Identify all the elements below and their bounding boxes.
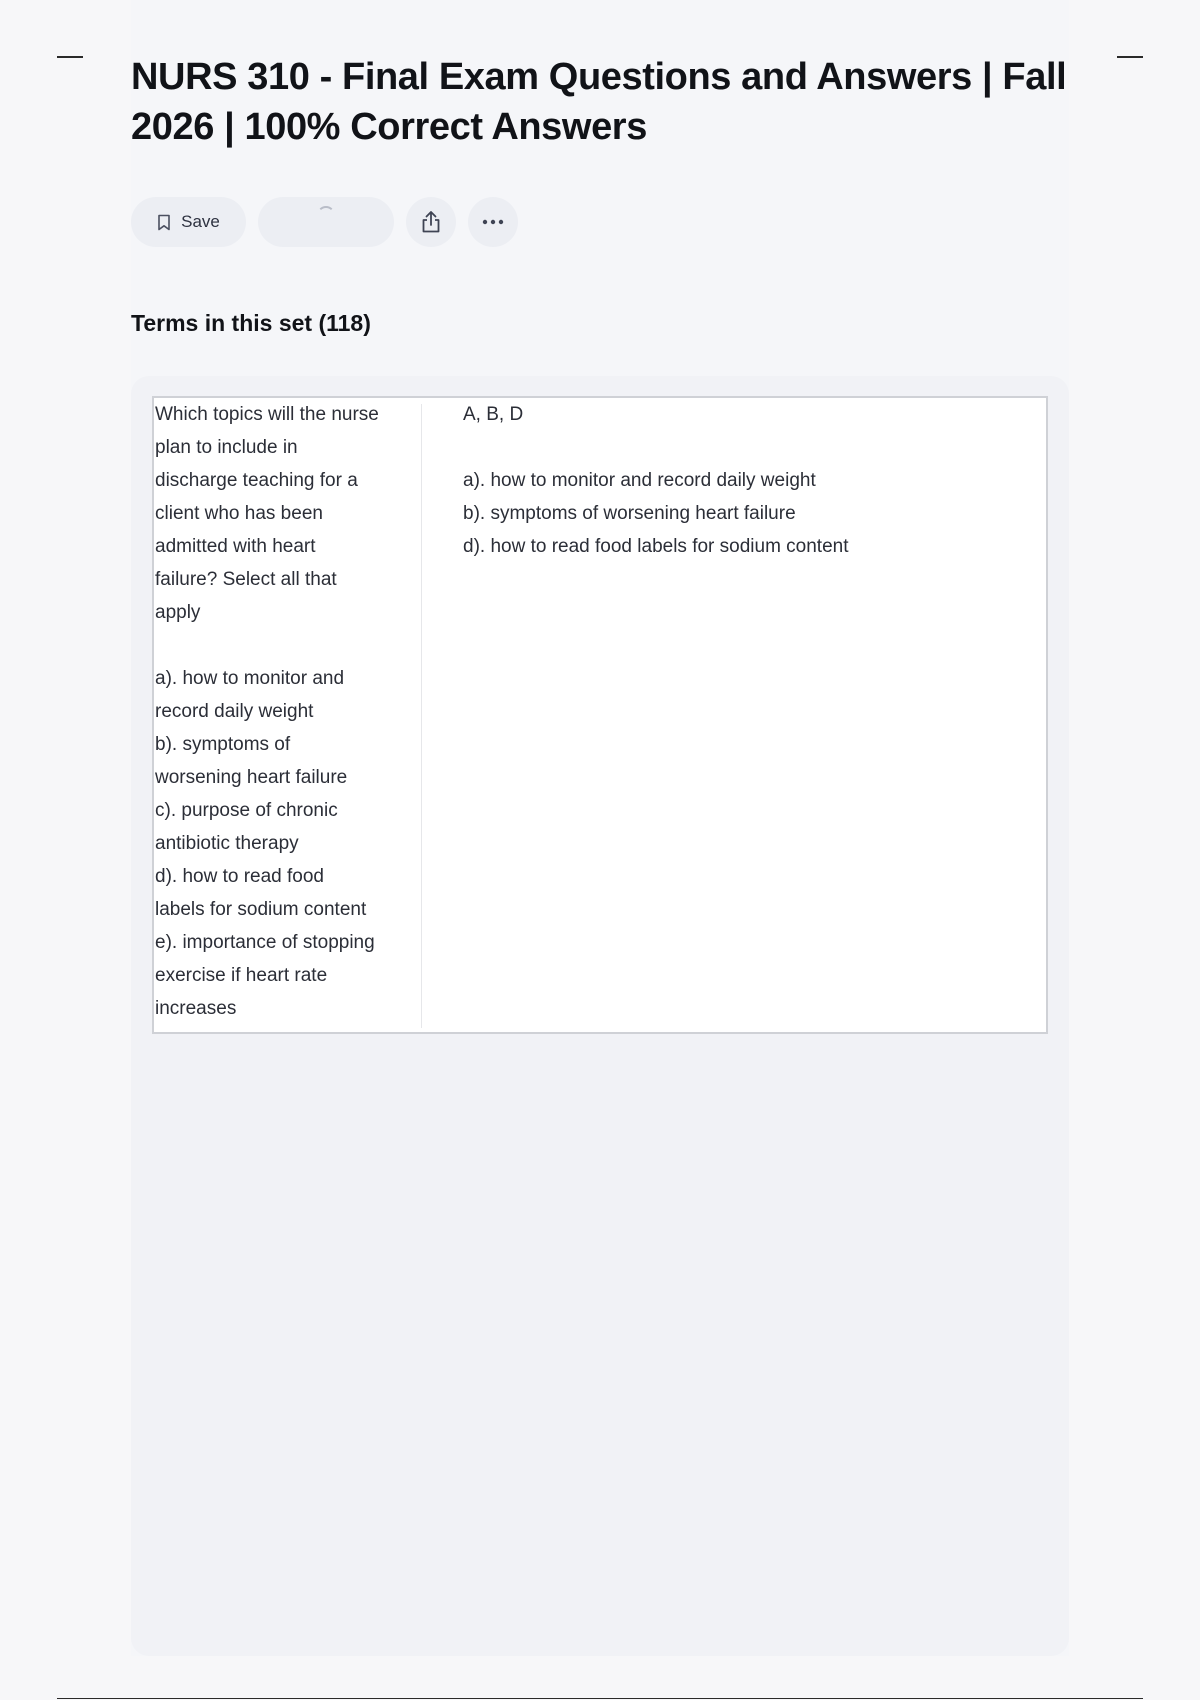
term-answer: [463, 398, 1023, 563]
question-line: discharge teaching for a: [155, 470, 358, 491]
more-options-button[interactable]: [468, 197, 518, 247]
answer-line: a). how to monitor and record daily weight: [463, 470, 816, 491]
question-line: Which topics will the nurse: [155, 404, 379, 425]
option-line: worsening heart failure: [155, 767, 348, 788]
page-title: NURS 310 - Final Exam Questions and Answers | Fall 2026 | 100% Correct Answers: [131, 56, 1067, 148]
save-button-label: Save: [181, 212, 220, 231]
question-line: failure? Select all that: [155, 569, 337, 590]
page-footer-rule: [57, 1698, 1143, 1699]
option-line: antibiotic therapy: [155, 833, 299, 854]
option-line: b). symptoms of: [155, 734, 291, 755]
answer-summary: A, B, D: [463, 404, 524, 425]
action-toolbar: [131, 196, 518, 248]
page-corner-mark-right: [1117, 56, 1143, 58]
option-line: exercise if heart rate: [155, 965, 328, 986]
spacer: [463, 431, 1023, 464]
save-button[interactable]: [131, 197, 246, 247]
question-line: admitted with heart: [155, 536, 316, 557]
terms-heading: Terms in this set (118): [131, 310, 371, 336]
question-line: apply: [155, 602, 201, 623]
term-card: [152, 396, 1048, 1034]
more-horizontal-icon: [481, 219, 505, 225]
option-line: labels for sodium content: [155, 899, 367, 920]
question-line: client who has been: [155, 503, 323, 524]
option-line: increases: [155, 998, 237, 1019]
column-divider: [421, 404, 422, 1028]
term-question: [155, 398, 417, 1025]
option-line: e). importance of stopping: [155, 932, 375, 953]
option-line: record daily weight: [155, 701, 314, 722]
answer-line: d). how to read food labels for sodium content: [463, 536, 849, 557]
answer-line: b). symptoms of worsening heart failure: [463, 503, 796, 524]
share-button[interactable]: [406, 197, 456, 247]
page-corner-mark-left: [57, 56, 83, 58]
spacer: [155, 629, 417, 662]
bookmark-icon: [157, 214, 171, 231]
question-line: plan to include in: [155, 437, 298, 458]
loading-button[interactable]: [258, 197, 394, 247]
option-line: d). how to read food: [155, 866, 324, 887]
share-icon: [420, 210, 442, 234]
loading-spinner-icon: [317, 206, 335, 224]
option-line: c). purpose of chronic: [155, 800, 338, 821]
option-line: a). how to monitor and: [155, 668, 345, 689]
